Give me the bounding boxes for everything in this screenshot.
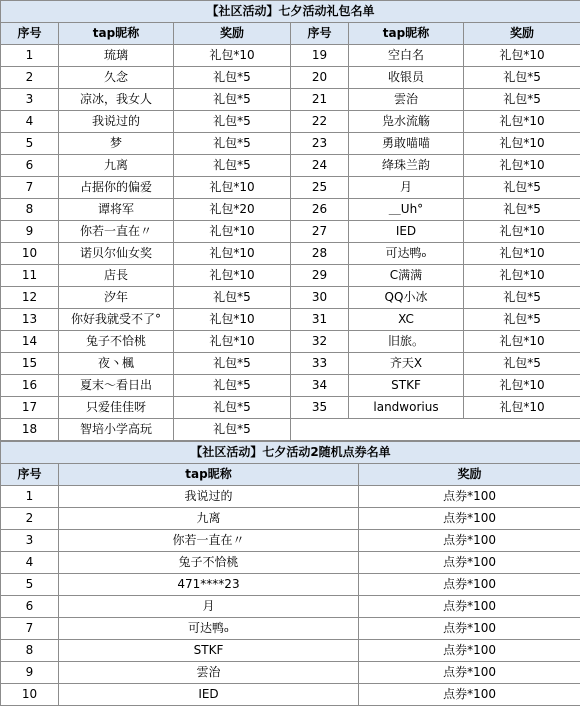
row-reward: 礼包*5 xyxy=(174,375,291,397)
row-nickname: 智培小学高玩 xyxy=(59,419,174,441)
row-reward: 点券*100 xyxy=(359,684,580,706)
table-row xyxy=(1,89,580,111)
row-nickname: 雲治 xyxy=(59,662,359,684)
table-row xyxy=(1,155,580,177)
row-reward: 礼包*5 xyxy=(464,353,580,375)
header-nickname: tap昵称 xyxy=(349,23,464,45)
row-nickname: ＿Uh° xyxy=(349,199,464,221)
row-index: 23 xyxy=(291,133,349,155)
row-reward: 礼包*5 xyxy=(174,287,291,309)
row-nickname: 久念 xyxy=(59,67,174,89)
header-reward: 奖励 xyxy=(359,464,580,486)
row-nickname: 雲治 xyxy=(349,89,464,111)
row-nickname: 夜丶楓 xyxy=(59,353,174,375)
row-reward: 礼包*10 xyxy=(464,155,580,177)
row-index: 22 xyxy=(291,111,349,133)
empty-cell xyxy=(291,419,580,441)
row-reward: 礼包*5 xyxy=(464,177,580,199)
row-nickname: 只爱佳佳呀 xyxy=(59,397,174,419)
row-nickname: QQ小冰 xyxy=(349,287,464,309)
row-reward: 礼包*10 xyxy=(464,111,580,133)
row-index: 1 xyxy=(1,486,59,508)
row-index: 30 xyxy=(291,287,349,309)
points-list-table xyxy=(0,441,580,706)
row-index: 35 xyxy=(291,397,349,419)
row-reward: 点券*100 xyxy=(359,530,580,552)
row-nickname: 谭将军 xyxy=(59,199,174,221)
row-index: 20 xyxy=(291,67,349,89)
row-index: 27 xyxy=(291,221,349,243)
table-row xyxy=(1,67,580,89)
row-index: 32 xyxy=(291,331,349,353)
row-index: 2 xyxy=(1,67,59,89)
row-index: 7 xyxy=(1,618,59,640)
row-reward: 点券*100 xyxy=(359,486,580,508)
row-reward: 礼包*10 xyxy=(174,265,291,287)
row-nickname: 兔子不恰桃 xyxy=(59,552,359,574)
header-reward: 奖励 xyxy=(174,23,291,45)
row-nickname: 梦 xyxy=(59,133,174,155)
row-index: 5 xyxy=(1,133,59,155)
row-index: 6 xyxy=(1,155,59,177)
row-reward: 礼包*5 xyxy=(464,309,580,331)
row-index: 34 xyxy=(291,375,349,397)
row-nickname: 空白名 xyxy=(349,45,464,67)
points-list-body xyxy=(1,486,580,706)
row-nickname: 汐年 xyxy=(59,287,174,309)
row-nickname: IED xyxy=(349,221,464,243)
table-row xyxy=(1,596,580,618)
row-reward: 礼包*10 xyxy=(174,45,291,67)
row-index: 25 xyxy=(291,177,349,199)
row-index: 24 xyxy=(291,155,349,177)
row-index: 29 xyxy=(291,265,349,287)
row-nickname: 我说过的 xyxy=(59,111,174,133)
row-reward: 礼包*10 xyxy=(174,177,291,199)
row-index: 16 xyxy=(1,375,59,397)
row-index: 14 xyxy=(1,331,59,353)
row-nickname: 凉冰，我女人 xyxy=(59,89,174,111)
row-reward: 礼包*5 xyxy=(174,111,291,133)
row-reward: 礼包*10 xyxy=(174,243,291,265)
row-reward: 礼包*10 xyxy=(464,397,580,419)
row-index: 9 xyxy=(1,221,59,243)
row-reward: 礼包*10 xyxy=(464,133,580,155)
row-reward: 礼包*5 xyxy=(464,199,580,221)
table-row xyxy=(1,309,580,331)
row-reward: 礼包*10 xyxy=(464,375,580,397)
row-reward: 点券*100 xyxy=(359,508,580,530)
row-index: 26 xyxy=(291,199,349,221)
row-reward: 礼包*10 xyxy=(464,45,580,67)
row-nickname: STKF xyxy=(349,375,464,397)
row-nickname: 店長 xyxy=(59,265,174,287)
row-index: 21 xyxy=(291,89,349,111)
row-reward: 礼包*5 xyxy=(174,67,291,89)
row-nickname: IED xyxy=(59,684,359,706)
points-list-title: 【社区活动】七夕活动2随机点券名单 xyxy=(1,442,580,464)
row-reward: 礼包*10 xyxy=(464,265,580,287)
row-index: 12 xyxy=(1,287,59,309)
row-index: 13 xyxy=(1,309,59,331)
row-nickname: 诺贝尔仙女奖 xyxy=(59,243,174,265)
table-row xyxy=(1,265,580,287)
row-index: 10 xyxy=(1,243,59,265)
header-index: 序号 xyxy=(1,23,59,45)
row-reward: 礼包*10 xyxy=(174,331,291,353)
row-index: 19 xyxy=(291,45,349,67)
table-row xyxy=(1,684,580,706)
row-index: 3 xyxy=(1,530,59,552)
row-index: 4 xyxy=(1,552,59,574)
row-reward: 礼包*20 xyxy=(174,199,291,221)
row-index: 18 xyxy=(1,419,59,441)
row-reward: 礼包*5 xyxy=(174,133,291,155)
row-nickname: 旧旅。 xyxy=(349,331,464,353)
row-index: 33 xyxy=(291,353,349,375)
table-row xyxy=(1,287,580,309)
header-index: 序号 xyxy=(1,464,59,486)
row-reward: 点券*100 xyxy=(359,662,580,684)
table-row xyxy=(1,397,580,419)
row-index: 8 xyxy=(1,199,59,221)
row-index: 28 xyxy=(291,243,349,265)
row-reward: 点券*100 xyxy=(359,596,580,618)
row-nickname: 绛珠兰韵 xyxy=(349,155,464,177)
table-row xyxy=(1,508,580,530)
row-nickname: 471****23 xyxy=(59,574,359,596)
table-row xyxy=(1,552,580,574)
table-row xyxy=(1,574,580,596)
table-row xyxy=(1,199,580,221)
table-row xyxy=(1,375,580,397)
row-reward: 礼包*5 xyxy=(174,89,291,111)
row-reward: 礼包*10 xyxy=(174,221,291,243)
row-index: 10 xyxy=(1,684,59,706)
row-reward: 点券*100 xyxy=(359,640,580,662)
row-index: 11 xyxy=(1,265,59,287)
table-row xyxy=(1,353,580,375)
row-index: 6 xyxy=(1,596,59,618)
row-index: 2 xyxy=(1,508,59,530)
row-index: 1 xyxy=(1,45,59,67)
row-nickname: 齐天X xyxy=(349,353,464,375)
row-reward: 礼包*5 xyxy=(174,397,291,419)
row-index: 4 xyxy=(1,111,59,133)
row-reward: 点券*100 xyxy=(359,552,580,574)
header-index: 序号 xyxy=(291,23,349,45)
table-row xyxy=(1,530,580,552)
row-nickname: 可达鸭ₒ xyxy=(349,243,464,265)
row-index: 9 xyxy=(1,662,59,684)
row-reward: 礼包*10 xyxy=(464,221,580,243)
header-reward: 奖励 xyxy=(464,23,580,45)
row-index: 31 xyxy=(291,309,349,331)
row-nickname: 九离 xyxy=(59,508,359,530)
table-row xyxy=(1,111,580,133)
row-reward: 礼包*5 xyxy=(174,419,291,441)
row-reward: 礼包*5 xyxy=(464,89,580,111)
row-reward: 礼包*10 xyxy=(174,309,291,331)
row-index: 17 xyxy=(1,397,59,419)
table-row xyxy=(1,662,580,684)
row-nickname: 月 xyxy=(349,177,464,199)
row-reward: 礼包*10 xyxy=(464,331,580,353)
table-row xyxy=(1,486,580,508)
row-nickname: 月 xyxy=(59,596,359,618)
row-reward: 礼包*5 xyxy=(464,67,580,89)
row-nickname: 兔子不恰桃 xyxy=(59,331,174,353)
table-row xyxy=(1,133,580,155)
row-index: 15 xyxy=(1,353,59,375)
row-nickname: landworius xyxy=(349,397,464,419)
header-nickname: tap昵称 xyxy=(59,23,174,45)
table-row xyxy=(1,640,580,662)
row-reward: 点券*100 xyxy=(359,574,580,596)
row-index: 8 xyxy=(1,640,59,662)
row-reward: 点券*100 xyxy=(359,618,580,640)
table-row xyxy=(1,177,580,199)
gift-list-body xyxy=(1,45,580,441)
row-reward: 礼包*5 xyxy=(174,353,291,375)
row-reward: 礼包*10 xyxy=(464,243,580,265)
row-reward: 礼包*5 xyxy=(464,287,580,309)
row-index: 3 xyxy=(1,89,59,111)
row-nickname: 凫水流觞 xyxy=(349,111,464,133)
row-nickname: 你若一直在〃 xyxy=(59,221,174,243)
table-row xyxy=(1,331,580,353)
table-row xyxy=(1,221,580,243)
row-nickname: 勇敢喵喵 xyxy=(349,133,464,155)
gift-list-title: 【社区活动】七夕活动礼包名单 xyxy=(1,1,580,23)
header-nickname: tap昵称 xyxy=(59,464,359,486)
row-nickname: 琉璃 xyxy=(59,45,174,67)
table-row xyxy=(1,45,580,67)
row-nickname: 收银员 xyxy=(349,67,464,89)
row-nickname: 九离 xyxy=(59,155,174,177)
table-row xyxy=(1,618,580,640)
row-index: 7 xyxy=(1,177,59,199)
row-nickname: 可达鸭ₒ xyxy=(59,618,359,640)
row-nickname: 我说过的 xyxy=(59,486,359,508)
row-nickname: 占据你的偏爱 xyxy=(59,177,174,199)
row-reward: 礼包*5 xyxy=(174,155,291,177)
row-nickname: C满满 xyxy=(349,265,464,287)
table-row xyxy=(1,243,580,265)
row-nickname: 你若一直在〃 xyxy=(59,530,359,552)
row-index: 5 xyxy=(1,574,59,596)
row-nickname: 夏末～看日出 xyxy=(59,375,174,397)
row-nickname: STKF xyxy=(59,640,359,662)
row-nickname: XC xyxy=(349,309,464,331)
table-row xyxy=(1,419,580,441)
row-nickname: 你好我就受不了° xyxy=(59,309,174,331)
